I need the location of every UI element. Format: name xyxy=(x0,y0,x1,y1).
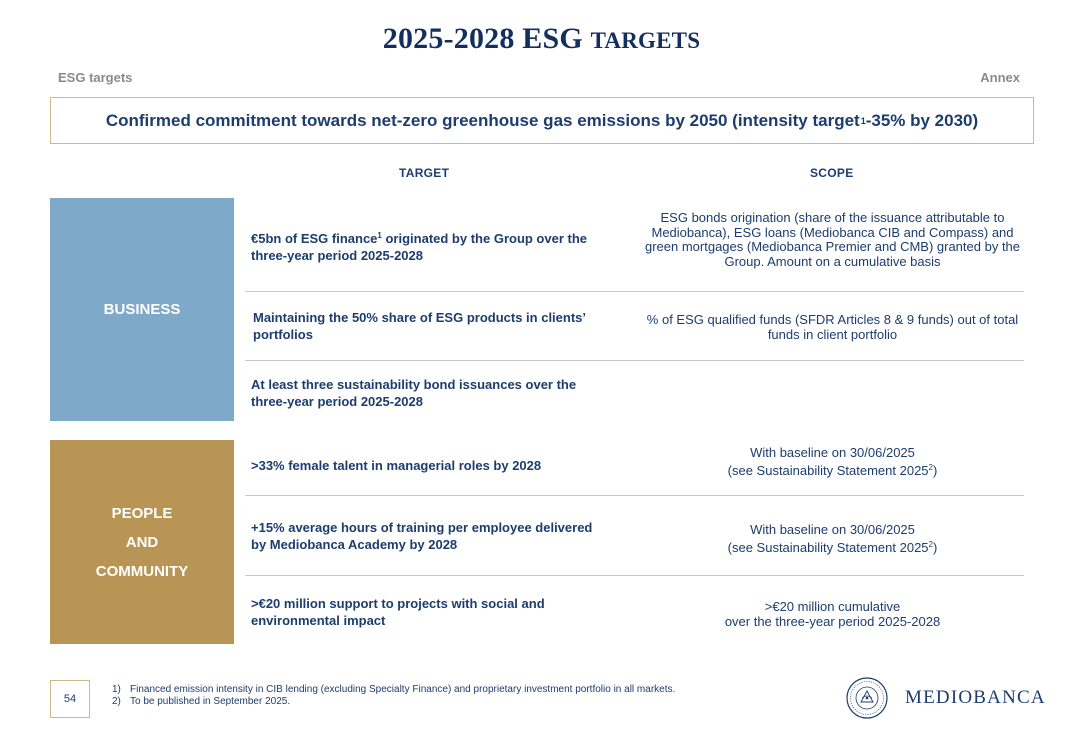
business-row-3 xyxy=(245,361,1024,421)
scope-line-1: >€20 million cumulative xyxy=(764,599,901,614)
scope-text: % of ESG qualified funds (SFDR Articles 8 & 9 funds) out of total funds in client portfolio xyxy=(646,312,1019,342)
footnote-2 xyxy=(112,696,675,708)
footnote-num: 2) xyxy=(112,696,121,707)
footnotes xyxy=(112,684,675,708)
people-row-1 xyxy=(245,440,1024,495)
footnote-text: To be published in September 2025. xyxy=(130,696,291,707)
business-row-1 xyxy=(245,205,1024,291)
target-footnote: 1 xyxy=(377,231,382,240)
footnote-num: 1) xyxy=(112,684,121,695)
page-number xyxy=(50,680,90,718)
brand-name: MEDIOBANCA xyxy=(905,687,1046,708)
scope-line-2: (see Sustainability Statement 2025 xyxy=(727,539,929,555)
business-row-2 xyxy=(245,292,1024,360)
scope-footnote: 2 xyxy=(928,539,933,549)
page-title xyxy=(0,22,1083,56)
page-number-text: 54 xyxy=(63,693,77,705)
bank-seal-icon xyxy=(845,676,889,720)
scope-line-2: over the three-year period 2025-2028 xyxy=(724,613,941,629)
scope-footnote: 2 xyxy=(928,462,933,472)
commitment-text-b: -35% by 2030) xyxy=(865,110,979,130)
people-row-2 xyxy=(245,496,1024,575)
scope-text xyxy=(640,600,1025,629)
title-main: 2025-2028 ESG xyxy=(382,22,591,55)
title-caps: TARGETS xyxy=(590,28,701,53)
commitment-footnote: 1 xyxy=(860,115,866,126)
target-text: At least three sustainability bond issuances over the three-year period 2025-2028 xyxy=(251,377,577,409)
annex-label: Annex xyxy=(980,70,1020,85)
scope-line-1: With baseline on 30/06/2025 xyxy=(750,522,915,537)
people-row-3 xyxy=(245,576,1024,644)
scope-close: ) xyxy=(933,462,938,478)
target-text: Maintaining the 50% share of ESG products in clients’ portfolios xyxy=(253,310,586,342)
target-text: +15% average hours of training per employee delivered by Mediobanca Academy by 2028 xyxy=(251,520,593,552)
scope-text: ESG bonds origination (share of the issuance attributable to Mediobanca), ESG loans (Mediobanca CIB and Compass) and green mortgages (Mediobanca Premier and CMB) granted by the Group. Amount on a cumulative basis xyxy=(644,210,1021,269)
category-people-community xyxy=(50,440,234,644)
category-people-line2: AND xyxy=(125,533,159,551)
footnote-1 xyxy=(112,684,675,696)
scope-text xyxy=(640,523,1025,555)
target-text xyxy=(251,227,606,264)
target-text-a: €5bn of ESG finance xyxy=(251,231,378,246)
target-text: >€20 million support to projects with social and environmental impact xyxy=(251,596,545,628)
scope-line-2: (see Sustainability Statement 2025 xyxy=(727,462,929,478)
column-header-target: TARGET xyxy=(399,166,450,180)
category-people-line3: COMMUNITY xyxy=(95,562,189,580)
scope-text xyxy=(640,446,1025,478)
category-business-label: BUSINESS xyxy=(103,301,181,318)
category-business xyxy=(50,198,234,421)
footnote-text: Financed emission intensity in CIB lending (excluding Specialty Finance) and proprietary investment portfolio in all markets. xyxy=(130,684,676,695)
category-people-line1: PEOPLE xyxy=(111,504,173,522)
target-text: >33% female talent in managerial roles by 2028 xyxy=(251,458,542,473)
brand-logo xyxy=(845,676,1045,720)
scope-line-1: With baseline on 30/06/2025 xyxy=(750,445,915,460)
commitment-banner xyxy=(50,97,1034,144)
target-text-b: originated by the Group over the three-year period 2025-2028 xyxy=(251,231,588,263)
column-header-scope: SCOPE xyxy=(810,166,854,180)
commitment-text-a: Confirmed commitment towards net-zero greenhouse gas emissions by 2050 (intensity target xyxy=(105,110,860,130)
scope-close: ) xyxy=(933,539,938,555)
section-label: ESG targets xyxy=(58,70,133,85)
